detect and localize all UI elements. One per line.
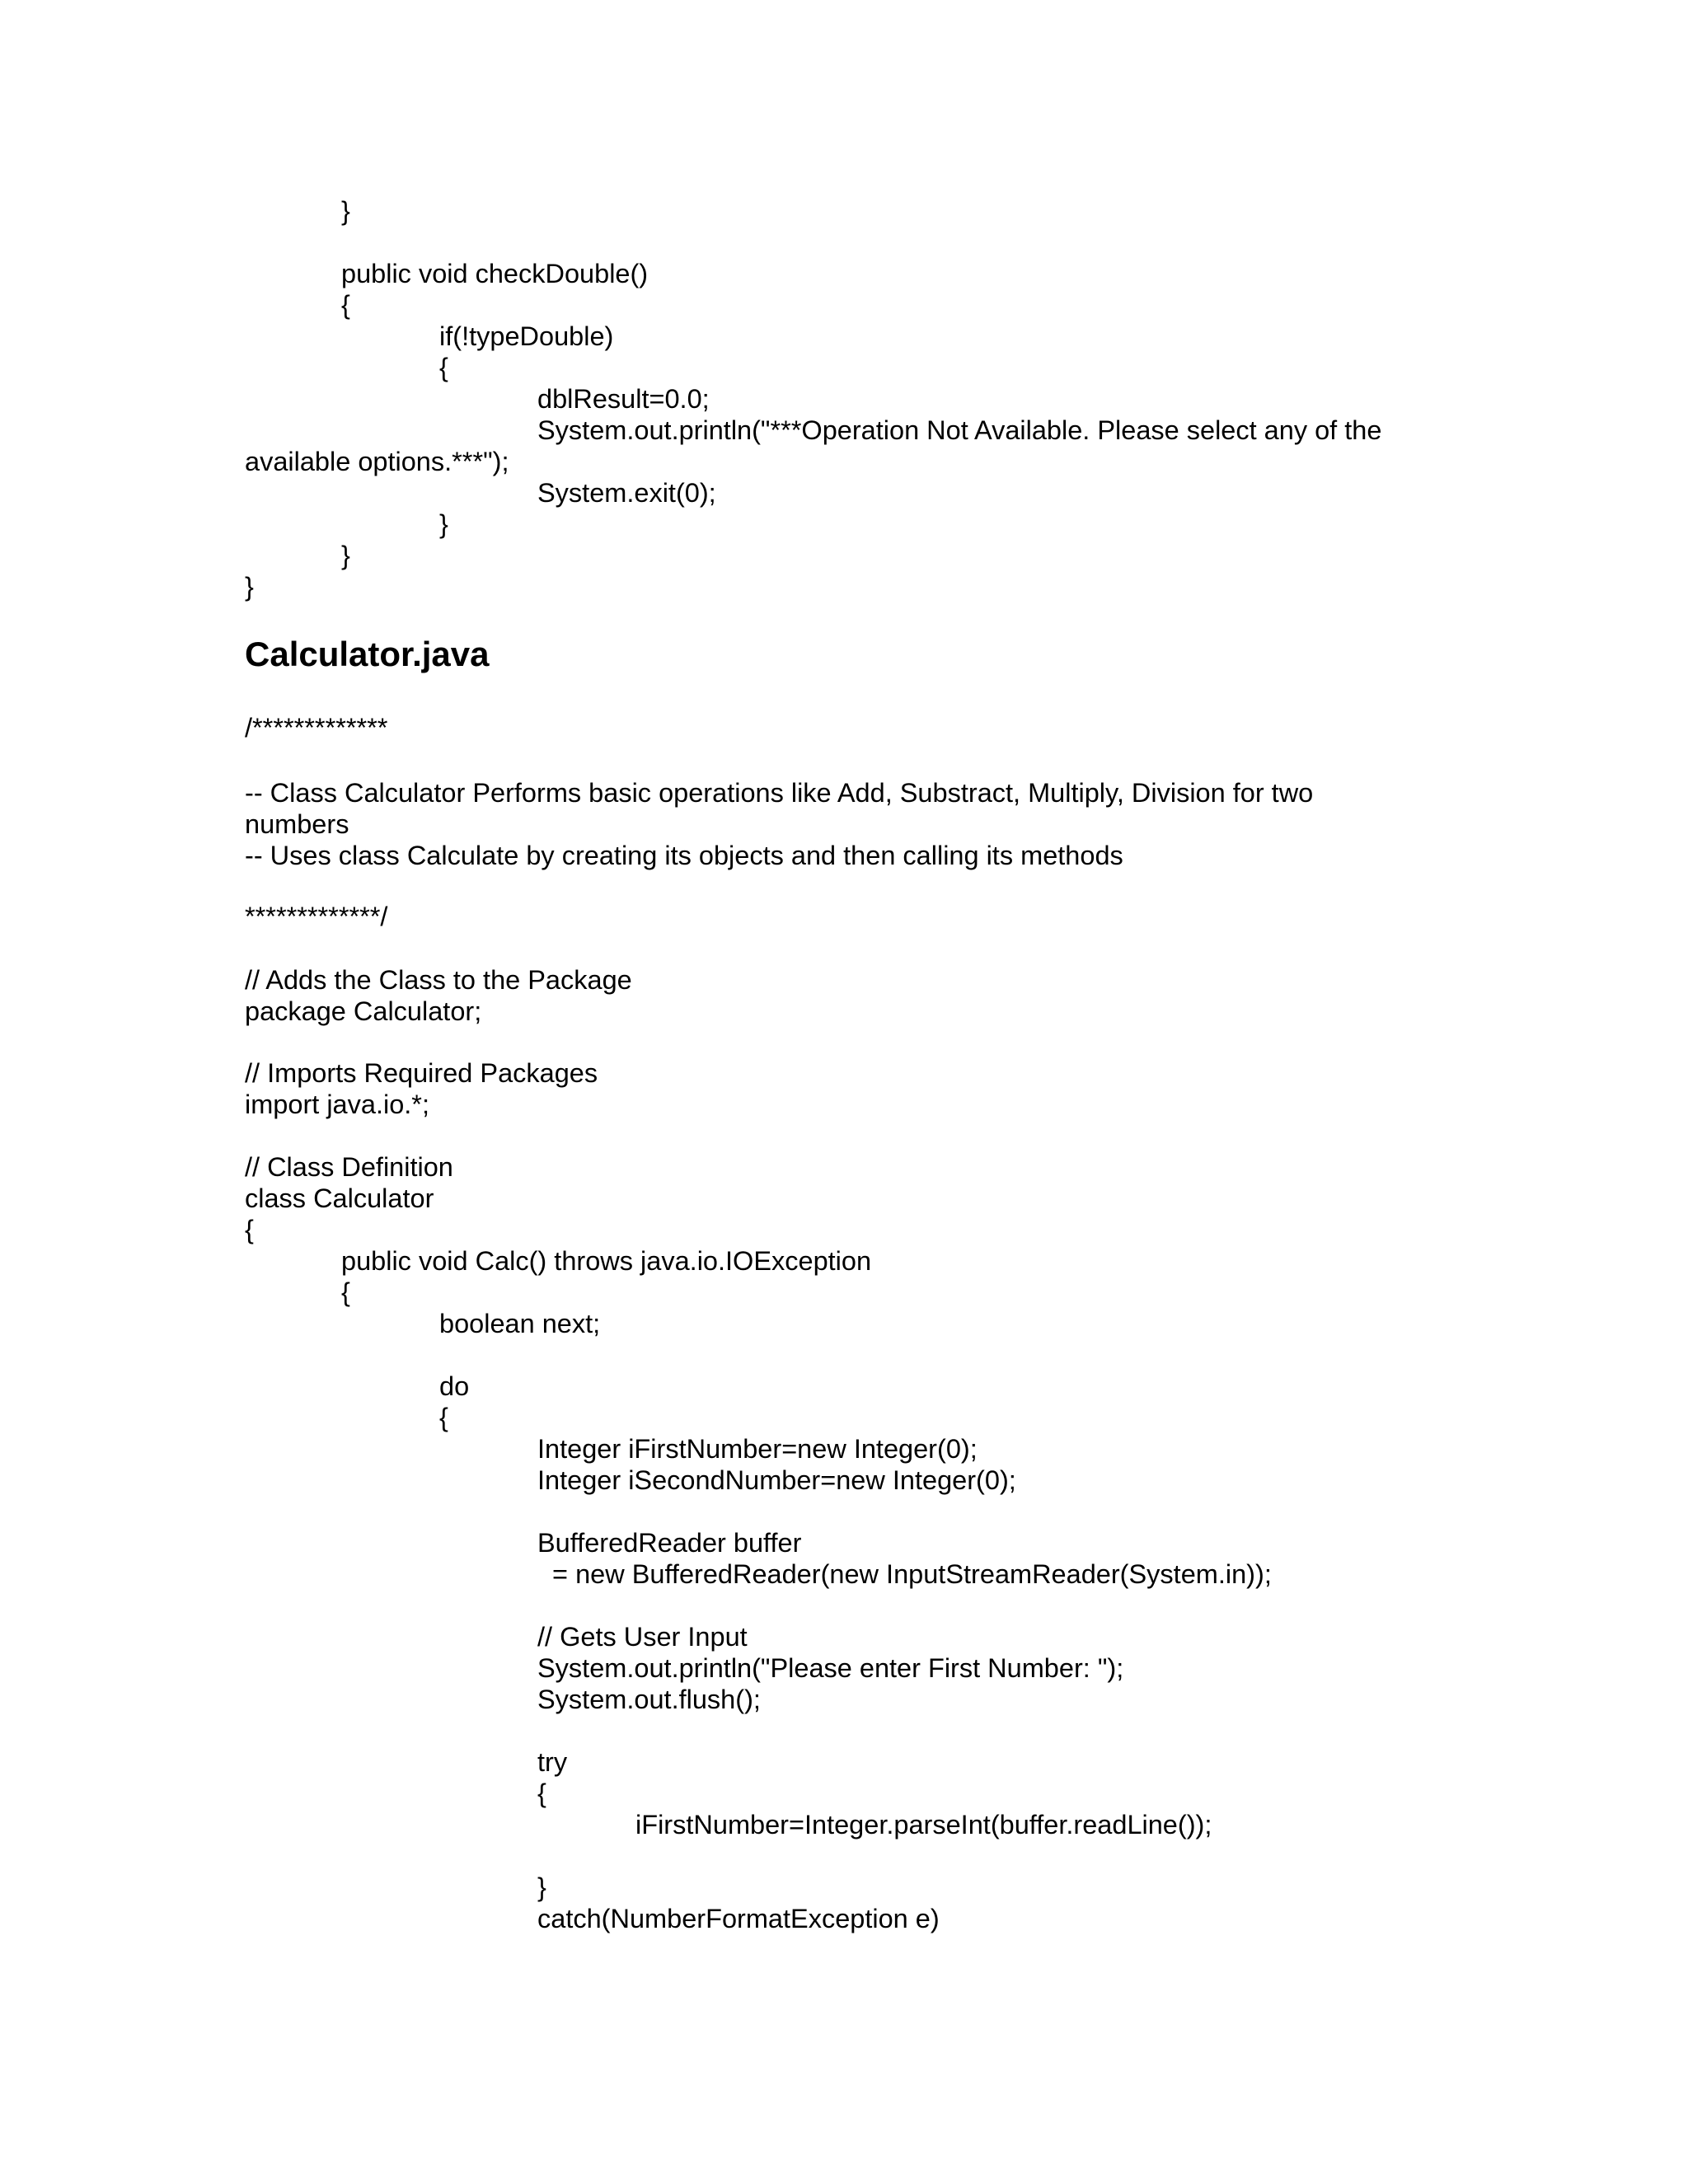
code-line: // Class Definition xyxy=(245,1152,453,1182)
code-line: } xyxy=(537,1872,546,1902)
code-line: // Gets User Input xyxy=(537,1622,748,1652)
code-line: // Imports Required Packages xyxy=(245,1058,598,1088)
code-line: class Calculator xyxy=(245,1183,434,1213)
code-line: catch(NumberFormatException e) xyxy=(537,1904,940,1933)
code-line: System.out.println("***Operation Not Available. Please select any of the xyxy=(537,415,1382,445)
code-line: { xyxy=(537,1779,546,1808)
code-line: dblResult=0.0; xyxy=(537,384,710,414)
comment-line: -- Class Calculator Performs basic operations like Add, Substract, Multiply, Division for two xyxy=(245,778,1314,808)
code-line: BufferedReader buffer xyxy=(537,1528,802,1558)
code-line: System.exit(0); xyxy=(537,478,716,508)
code-line: try xyxy=(537,1747,568,1777)
comment-line: *************/ xyxy=(245,902,388,931)
code-line: } xyxy=(341,196,350,226)
comment-line: /************* xyxy=(245,713,388,743)
code-line: = new BufferedReader(new InputStreamReader(System.in)); xyxy=(537,1559,1272,1589)
code-line: { xyxy=(341,1277,350,1307)
section-heading: Calculator.java xyxy=(245,635,490,673)
code-line: Integer iSecondNumber=new Integer(0); xyxy=(537,1465,1016,1495)
code-line: System.out.println("Please enter First Number: "); xyxy=(537,1653,1124,1683)
code-line: } xyxy=(439,509,448,539)
code-line: do xyxy=(439,1371,470,1401)
code-line: boolean next; xyxy=(439,1309,601,1338)
comment-line: numbers xyxy=(245,809,349,839)
code-line: iFirstNumber=Integer.parseInt(buffer.readLine()); xyxy=(635,1810,1212,1840)
code-line: { xyxy=(439,353,448,382)
code-line: public void Calc() throws java.io.IOException xyxy=(341,1246,872,1276)
comment-line: -- Uses class Calculate by creating its objects and then calling its methods xyxy=(245,841,1123,870)
code-line: public void checkDouble() xyxy=(341,259,649,288)
code-line: package Calculator; xyxy=(245,996,482,1026)
code-line: { xyxy=(341,290,350,320)
code-line: { xyxy=(245,1215,254,1244)
code-line: available options.***"); xyxy=(245,447,509,476)
code-line: System.out.flush(); xyxy=(537,1685,761,1714)
code-line: Integer iFirstNumber=new Integer(0); xyxy=(537,1434,978,1464)
code-line: // Adds the Class to the Package xyxy=(245,965,632,995)
code-line: } xyxy=(245,572,254,602)
code-line: if(!typeDouble) xyxy=(439,321,614,351)
code-line: import java.io.*; xyxy=(245,1090,429,1119)
code-line: } xyxy=(341,541,350,570)
code-line: { xyxy=(439,1403,448,1432)
